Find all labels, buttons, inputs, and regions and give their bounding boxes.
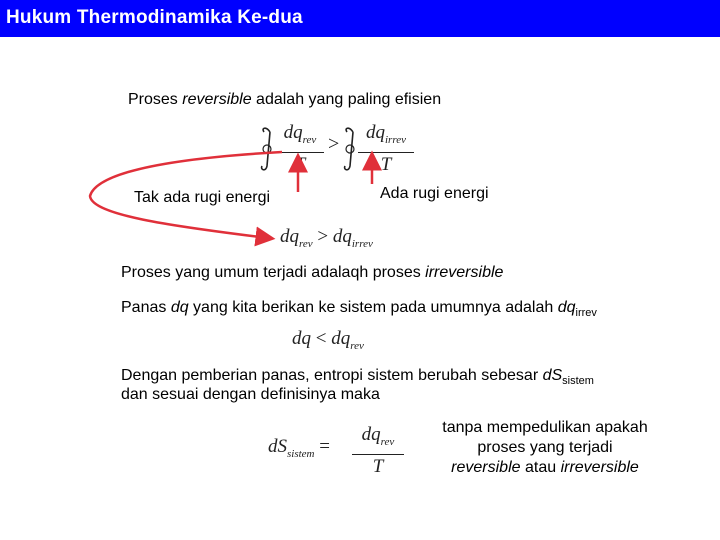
denominator: T bbox=[380, 153, 392, 175]
equation-dq-rev-gt-irrev bbox=[280, 226, 373, 250]
subscript: sistem bbox=[562, 375, 594, 388]
subscript: sistem bbox=[287, 447, 315, 460]
note-line: tanpa mempedulikan apakah bbox=[442, 419, 648, 436]
entropy-lhs bbox=[268, 436, 330, 460]
numerator: dq bbox=[283, 122, 303, 143]
subscript: irrev bbox=[351, 237, 373, 250]
statement-irreversible bbox=[121, 263, 503, 282]
term: dq bbox=[331, 328, 351, 349]
text-segment: Dengan pemberian panas, entropi sistem berubah sebesar bbox=[121, 367, 543, 384]
numerator: dq bbox=[361, 424, 381, 445]
less-than: < bbox=[315, 328, 327, 349]
text-italic: irreversible bbox=[425, 264, 504, 281]
text-italic: irreversible bbox=[560, 459, 639, 476]
fraction-dqrev-over-T bbox=[352, 424, 404, 478]
page-title: Hukum Thermodinamika Ke-dua bbox=[6, 7, 303, 28]
note-regardless bbox=[425, 418, 665, 478]
text-italic: dq bbox=[557, 299, 576, 316]
text-segment: atau bbox=[520, 459, 561, 476]
subscript: rev bbox=[302, 133, 317, 146]
text-italic: reversible bbox=[182, 91, 252, 108]
subscript: rev bbox=[350, 339, 364, 352]
numerator: dq bbox=[366, 122, 385, 143]
text-italic: dq bbox=[170, 299, 189, 316]
text-segment: Panas bbox=[121, 299, 171, 316]
text-italic: reversible bbox=[451, 459, 521, 476]
term: dq bbox=[280, 226, 299, 247]
term: dq bbox=[332, 226, 352, 247]
label-no-energy-loss: Tak ada rugi energi bbox=[134, 189, 271, 206]
subscript: rev bbox=[299, 237, 313, 250]
note-line: proses yang terjadi bbox=[477, 439, 613, 456]
label-energy-loss: Ada rugi energi bbox=[380, 185, 489, 202]
term: dS bbox=[268, 436, 287, 457]
note-line bbox=[425, 458, 665, 478]
denominator: T bbox=[294, 153, 306, 175]
text-segment: Proses yang umum terjadi adalaqh proses bbox=[121, 264, 426, 281]
text-italic: dS bbox=[542, 367, 563, 384]
equals: = bbox=[319, 436, 330, 457]
greater-than: > bbox=[317, 226, 329, 247]
subscript: rev bbox=[380, 435, 395, 448]
term: dq bbox=[292, 328, 311, 349]
denominator: T bbox=[372, 455, 384, 477]
statement-definition: dan sesuai dengan definisinya maka bbox=[121, 386, 380, 403]
greater-than: > bbox=[328, 133, 340, 155]
subscript: irrev bbox=[575, 307, 597, 320]
subscript: irrev bbox=[385, 133, 406, 146]
statement-heat-irrev bbox=[121, 298, 597, 323]
equation-dq-lt-dqrev bbox=[292, 328, 364, 352]
text-segment: yang kita berikan ke sistem pada umumnya adalah bbox=[188, 299, 558, 316]
text-segment: adalah yang paling efisien bbox=[251, 91, 442, 108]
text-segment: Proses bbox=[128, 91, 183, 108]
